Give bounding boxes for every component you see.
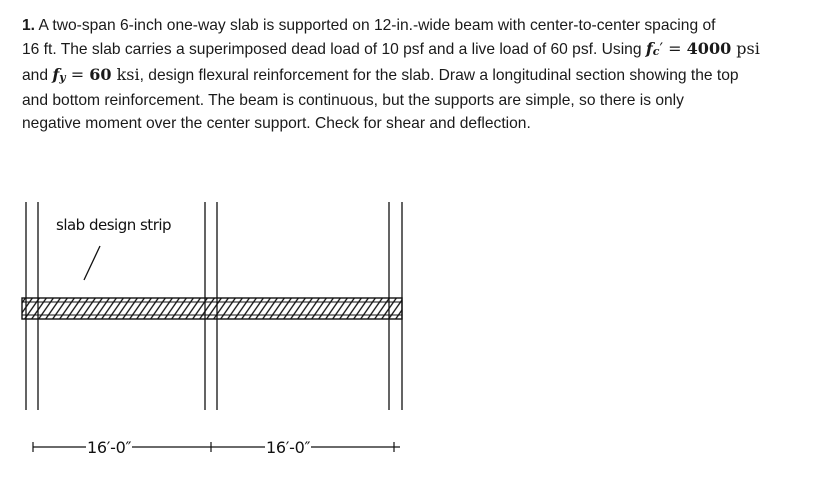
- fc-expression: $f_c' = 4000$ psi: [645, 39, 760, 58]
- problem-line-4: and bottom reinforcement. The beam is continuous, but the supports are simple, so there is only: [22, 92, 684, 109]
- fy-expression: $f_y = 60$ ksi: [52, 65, 140, 84]
- problem-line-3: and $f_y = 60$ ksi, design flexural reinforcement for the slab. Draw a longitudinal section showing the top: [22, 65, 739, 84]
- slab-design-strip: [22, 298, 402, 319]
- problem-line-1: 1. A two-span 6-inch one-way slab is supported on 12-in.-wide beam with center-to-center spacing of: [22, 17, 716, 34]
- span-label-right: 16′-0″: [266, 438, 311, 457]
- span-label-left: 16′-0″: [87, 438, 132, 457]
- problem-line-5: negative moment over the center support. Check for shear and deflection.: [22, 115, 531, 132]
- problem-number: 1.: [22, 17, 36, 34]
- problem-line-2: 16 ft. The slab carries a superimposed dead load of 10 psf and a live load of 60 psf. Using $f_c' = 4000$ psi: [22, 39, 760, 58]
- slab-figure: [0, 190, 430, 480]
- problem-statement: [22, 14, 807, 135]
- strip-leader-line: [84, 246, 100, 280]
- strip-label: slab design strip: [56, 216, 172, 234]
